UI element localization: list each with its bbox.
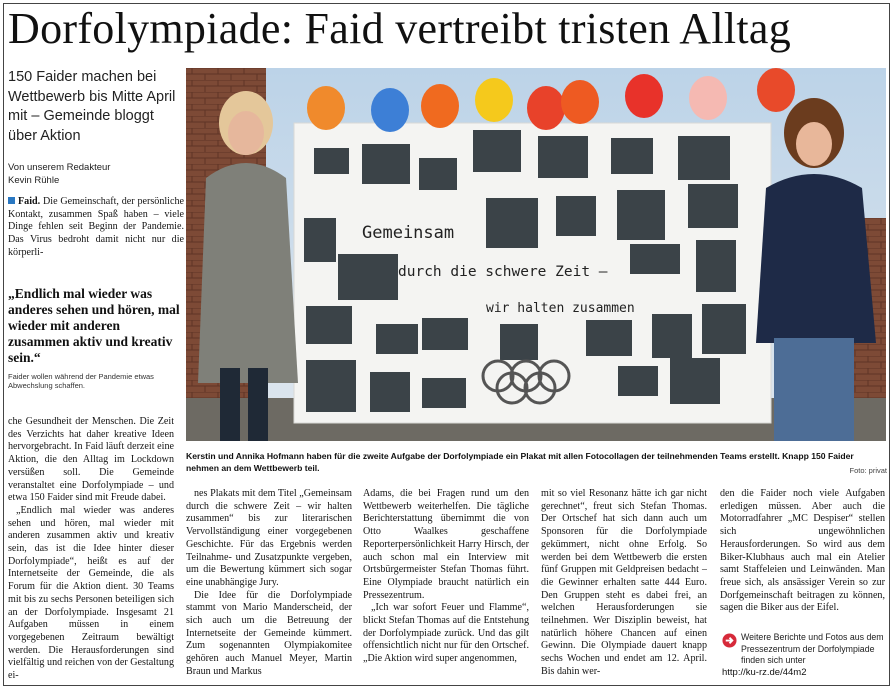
balloon	[527, 86, 565, 130]
text-column-5	[720, 488, 885, 624]
balloon	[475, 78, 513, 122]
poster-text-2: durch die schwere Zeit –	[398, 264, 608, 280]
deck: 150 Faider machen bei Wettbewerb bis Mitte April mit – Gemeinde bloggt über Aktion	[8, 69, 176, 144]
balloon	[371, 88, 409, 132]
paragraph: nes Plakats mit dem Titel „Gemeinsam durch die schwere Zeit – wir halten zusammen“ bis zur literarischen Vervollständigung einer vorgegebenen Geschichte. Für das Ergebnis werden Teilnahme- und Zusatzpunkte vergeben, um die Bewertung kümmert sich sogar eine unabhängige Jury.	[186, 488, 352, 588]
paragraph: „Endlich mal wieder was anderes sehen und hören, mal wieder mit anderen zusammen aktiv und kreativ sein, das ist die Idee hinter dieser Dorfolympiade“, heißt es auf der Internetseite der Gemeinde, die als Forum für die Aktion dient. 30 Teams mit bis zu sechs Personen beteiligen sich an der Dorfolympiade. Insgesamt 21 Aufgaben müssen in einem vorgegebenen Zeitraum bewältigt werden. Die Herausforderungen sind vielfältig und reichen von der Gestaltung ei-	[8, 504, 174, 682]
dateline: Faid.	[18, 196, 41, 207]
paragraph: che Gesundheit der Menschen. Die Zeit des Verzichts hat daher kreative Ideen hervorgebracht. In Faid läuft derzeit eine Aktion, die den Alltag im Lockdown versüßen soll. Die Gemeinde veranstaltet eine Dorfolympiade – und etwa 150 Faider sind mit Freude dabei.	[8, 416, 174, 504]
balloon	[625, 74, 663, 118]
pull-quote-caption: Faider wollen während der Pandemie etwas Abwechslung schaffen.	[8, 372, 154, 390]
photo-credit: Foto: privat	[849, 466, 887, 475]
intro-text: Die Gemeinschaft, der persönliche Kontakt, zusammen Spaß haben – viele Dinge fehlen seit Beginn der Pandemie. Das Virus bedroht damit nicht nur die körperli-	[8, 196, 184, 258]
paragraph: „Ich war sofort Feuer und Flamme“, blickt Stefan Thomas auf die Entstehung der Dorfolympiade zurück. Und das gilt offensichtlich nicht nur für den Ortschef. „Die Aktion wird super angenommen,	[363, 602, 529, 665]
poster-text-1: Gemeinsam	[362, 223, 455, 243]
paragraph: den die Faider noch viele Aufgaben erledigen müssen. Aber auch die Motorradfahrer „MC Despiser“ stellen sich ungewöhnlichen Herausforderungen. So wird aus dem Biker-Klubhaus auch mal ein Atelier samt Staffeleien und Leinwänden. Man freue sich, als ansässiger Verein so zur Dorfgemeinschaft beitragen zu können, sagen die Biker aus der Eifel.	[720, 488, 885, 614]
headline: Dorfolympiade: Faid vertreibt tristen Alltag	[8, 4, 792, 53]
balloon	[757, 68, 795, 112]
text-column-2	[186, 488, 352, 686]
paragraph: Adams, die bei Fragen rund um den Wettbewerb weiterhelfen. Die tägliche Berichterstattung übernimmt die von Otto Waalkes geschaffene Reporterpersönlichkeit Harry Hirsch, der auch schon mal ein Interview mit Ortsbürgermeister Stefan Thomas führt. Eine Olympiade braucht natürlich ein Pressezentrum.	[363, 488, 529, 601]
text-column-3	[363, 488, 529, 686]
photo-caption: Kerstin und Annika Hofmann haben für die zweite Aufgabe der Dorfolympiade ein Plakat mit allen Fotocollagen der teilnehmenden Teams erstellt. Knapp 150 Faider nehmen an dem Wettbewerb teil.	[186, 451, 854, 473]
byline-author: Kevin Rühle	[8, 174, 60, 186]
balloon	[421, 84, 459, 128]
balloon	[689, 76, 727, 120]
text-column-1	[8, 416, 174, 686]
balloon	[307, 86, 345, 130]
poster	[294, 123, 771, 423]
more-info-link[interactable]: http://ku-rz.de/44m2	[722, 667, 807, 678]
text-column-4	[541, 488, 707, 686]
arrow-right-icon	[722, 633, 737, 648]
poster-text-3: wir halten zusammen	[486, 301, 635, 316]
paragraph: Die Idee für die Dorfolympiade stammt von Mario Manderscheid, der sich auch um die Betreuung der Internetseite der Gemeinde kümmert. Zum sogenannten Olympiakomitee gehören auch Manuel Meyer, Martin Braun und Markus	[186, 589, 352, 677]
byline-line1: Von unserem Redakteur	[8, 162, 111, 173]
intro-column	[8, 196, 184, 260]
byline	[8, 162, 110, 187]
location-square-icon	[8, 197, 15, 204]
article-photo	[186, 68, 886, 441]
paragraph: mit so viel Resonanz hätte ich gar nicht gerechnet“, freut sich Stefan Thomas. Der Ortschef hat sich dann auch um Sponsoren für die Dorfolympiade gekümmert, nicht ohne Erfolg. So werden bei dem Wettbewerb die ersten fünf Gruppen mit Geldpreisen bedacht – die Gewinner erhalten satte 444 Euro. Den Gruppen steht es dabei frei, an welchen Herausforderungen sie teilnehmen. Wer Disziplin beweist, hat natürlich höhere Chancen auf einen Gewinn. Die Olympiade dauert knapp sechs Wochen und endet am 12. April. Bis dahin wer-	[541, 488, 707, 677]
balloon	[561, 80, 599, 124]
pull-quote: „Endlich mal wieder was anderes sehen und hören, mal wieder mit anderen zusammen aktiv und kreativ sein.“	[8, 286, 180, 365]
more-info-text: Weitere Berichte und Fotos aus dem Pressezentrum der Dorfolympiade finden sich unter	[741, 632, 884, 665]
